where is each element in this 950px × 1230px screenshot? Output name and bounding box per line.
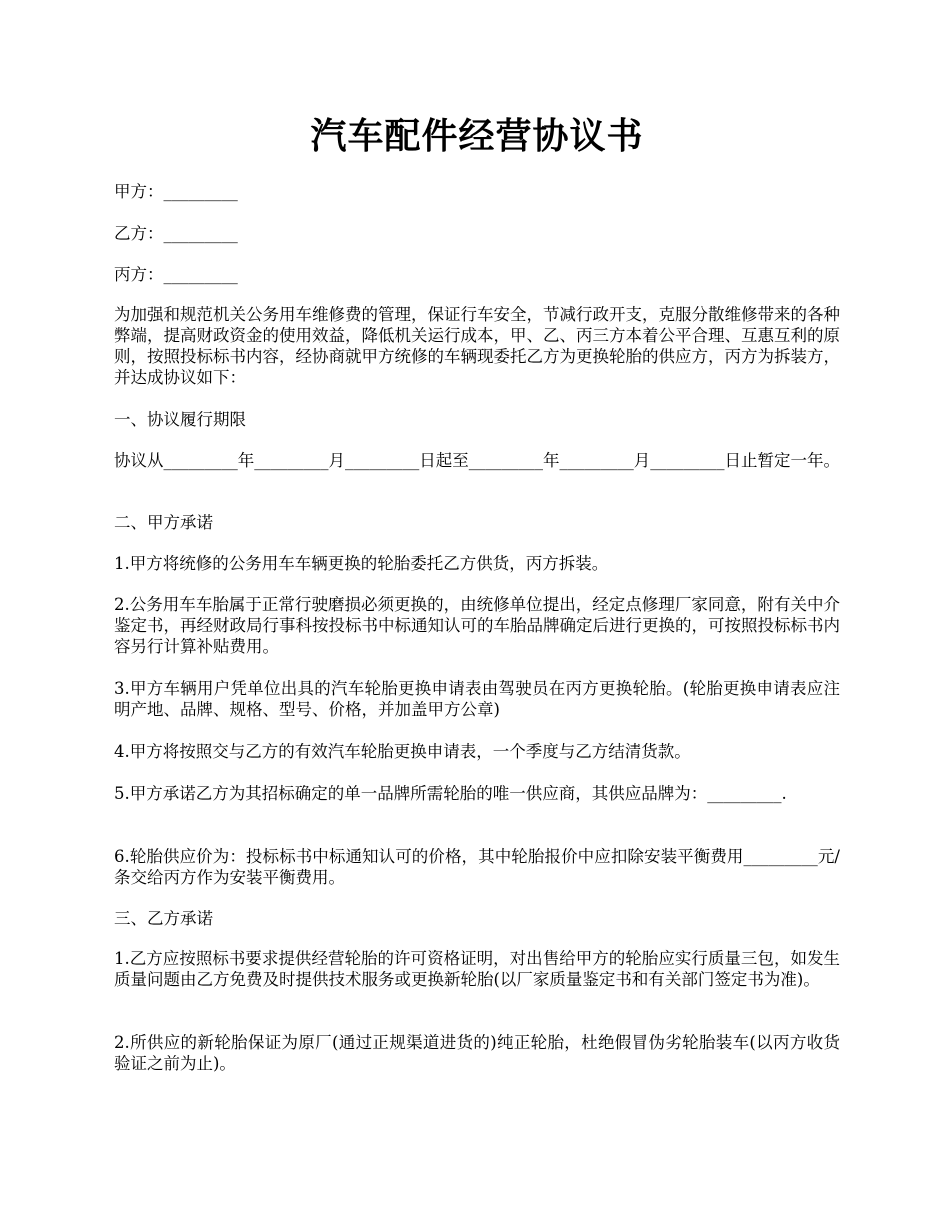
section-2-item: 2.公务用车车胎属于正常行驶磨损必须更换的，由统修单位提出，经定点修理厂家同意，附有关中介鉴定书，再经财政局行事科按投标书中标通知认可的车胎品牌确定后进行更换的，可按照投标标书内容另行计算补贴费用。	[114, 595, 840, 656]
section-2-item: 6.轮胎供应价为：投标标书中标通知认可的价格，其中轮胎报价中应扣除安装平衡费用_________元/条交给丙方作为安装平衡费用。	[114, 847, 840, 887]
intro-paragraph: 为加强和规范机关公务用车维修费的管理，保证行车安全，节减行政开支，克服分散维修带来的各种弊端，提高财政资金的使用效益，降低机关运行成本，甲、乙、丙三方本着公平合理、互惠互利的原则，按照投标标书内容，经协商就甲方统修的车辆现委托乙方为更换轮胎的供应方，丙方为拆装方，并达成协议如下：	[114, 305, 840, 387]
section-2-item: 1.甲方将统修的公务用车车辆更换的轮胎委托乙方供货，丙方拆装。	[114, 554, 609, 573]
section-1-text: 协议从_________年_________月_________日起至_________年_________月_________日止暂定一年。	[114, 451, 840, 470]
party-b-line: 乙方：_________	[114, 224, 238, 243]
section-2-heading: 二、甲方承诺	[114, 513, 213, 532]
party-c-line: 丙方：_________	[114, 265, 238, 284]
section-2-item: 5.甲方承诺乙方为其招标确定的单一品牌所需轮胎的唯一供应商，其供应品牌为：_________.	[114, 784, 787, 803]
section-3-item: 2.所供应的新轮胎保证为原厂(通过正规渠道进货的)纯正轮胎，杜绝假冒伪劣轮胎装车(以丙方收货验证之前为止)。	[114, 1033, 840, 1073]
section-2-item: 3.甲方车辆用户凭单位出具的汽车轮胎更换申请表由驾驶员在丙方更换轮胎。(轮胎更换申请表应注明产地、品牌、规格、型号、价格，并加盖甲方公章)	[114, 679, 840, 719]
section-2-item: 4.甲方将按照交与乙方的有效汽车轮胎更换申请表，一个季度与乙方结清货款。	[114, 742, 691, 761]
document-title: 汽车配件经营协议书	[310, 115, 644, 157]
section-3-item: 1.乙方应按照标书要求提供经营轮胎的许可资格证明，对出售给甲方的轮胎应实行质量三包，如发生质量问题由乙方免费及时提供技术服务或更换新轮胎(以厂家质量鉴定书和有关部门签定书为准)。	[114, 949, 840, 989]
party-a-line: 甲方：_________	[114, 182, 238, 201]
section-3-heading: 三、乙方承诺	[114, 909, 213, 928]
section-1-heading: 一、协议履行期限	[114, 410, 246, 429]
